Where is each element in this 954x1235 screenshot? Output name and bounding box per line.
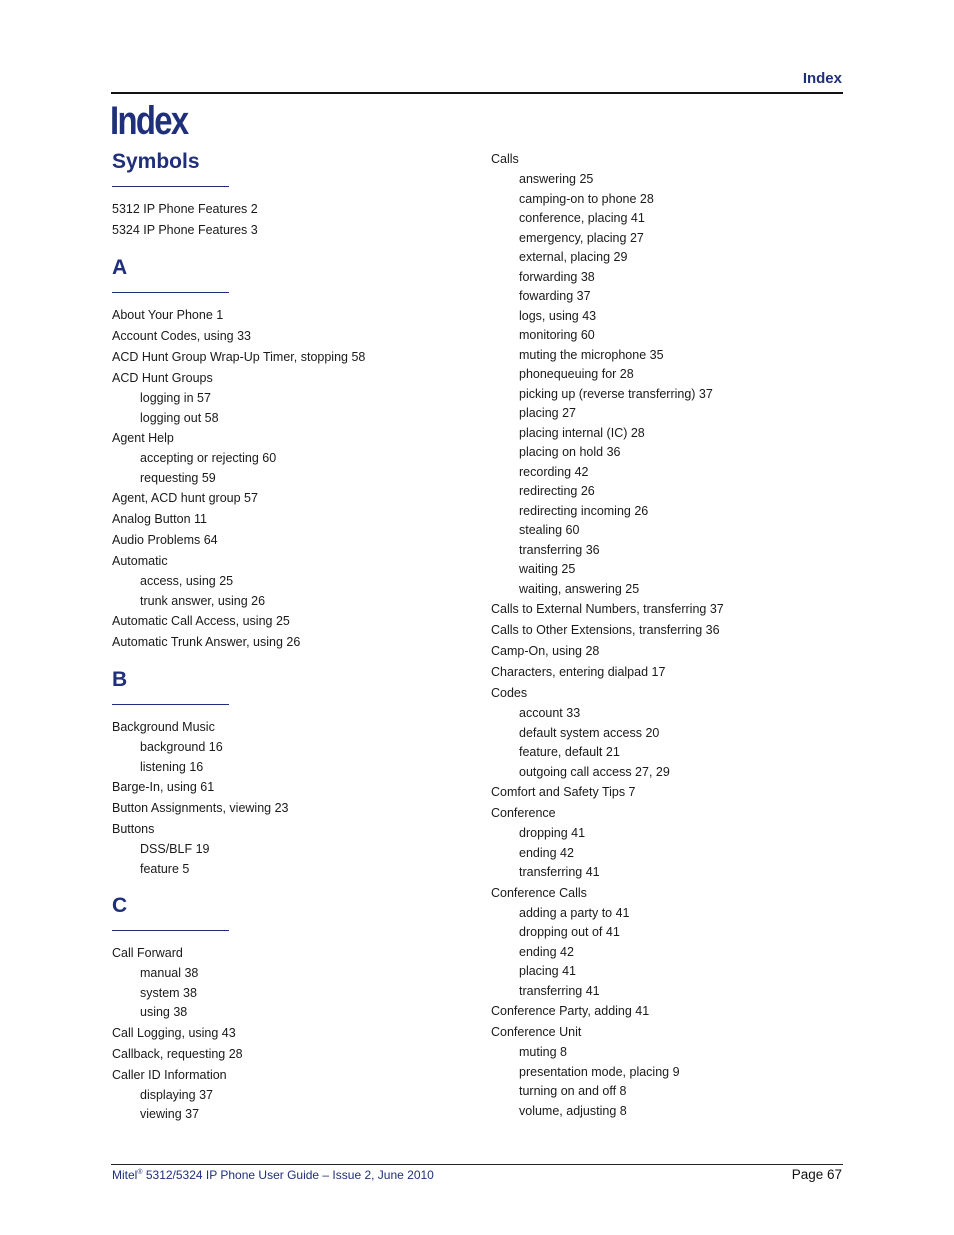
index-subentry: redirecting incoming 26 [519,503,649,518]
index-entry-label: Calls to Other Extensions, transferring 36 [491,623,720,637]
index-entry-label: Calls to External Numbers, transferring 37 [491,602,724,616]
index-subentry: phonequeuing for 28 [519,367,634,381]
index-entry [112,798,289,819]
index-subentry: turning on and off 8 [519,1084,627,1098]
index-subentry: trunk answer, using 26 [140,593,266,608]
index-entry [491,149,724,599]
index-subentry: volume, adjusting 8 [519,1103,627,1118]
index-entry [112,819,289,879]
index-entry-label: 5312 IP Phone Features 2 [112,202,258,216]
index-subentry: emergency, placing 27 [519,230,644,245]
index-entry-label: ACD Hunt Groups [112,371,213,385]
section-rule [112,292,229,293]
index-entry-label: Callback, requesting 28 [112,1046,243,1061]
index-entry-label: Automatic Trunk Answer, using 26 [112,635,301,649]
index-entry [491,1022,724,1121]
index-subentry: camping-on to phone 28 [519,191,654,206]
section-rule [112,704,229,705]
index-subentry: listening 16 [140,759,204,774]
index-entry-label: Conference [491,806,556,820]
index-entry [112,777,289,798]
index-entry [112,1044,243,1065]
index-subentry: DSS/BLF 19 [140,842,210,856]
index-entry-label: Automatic Call Access, using 25 [112,614,290,628]
index-subentry: feature, default 21 [519,745,620,759]
index-subentry: using 38 [140,1005,188,1019]
index-subentry: displaying 37 [140,1087,213,1102]
index-section-symbols [112,150,258,241]
index-entry [112,551,365,611]
index-subentry: waiting, answering 25 [519,581,640,596]
index-entry [112,326,365,347]
index-section-a [112,256,365,653]
index-entry-label: 5324 IP Phone Features 3 [112,223,258,237]
entry-list [112,717,289,879]
index-subentry: stealing 60 [519,523,580,537]
header-rule [111,92,843,94]
index-entry [491,662,724,683]
index-entry-label: Account Codes, using 33 [112,329,251,343]
index-entry [112,368,365,428]
section-heading: A [112,256,128,279]
index-subentry: system 38 [140,985,197,1000]
index-entry-label: Conference Calls [491,885,587,900]
index-subentry: waiting 25 [519,562,576,576]
index-subentry: account 33 [519,706,581,720]
footer-brand: Mitel [112,1168,138,1182]
index-entry [491,599,724,620]
footer-doc-info: 5312/5324 IP Phone User Guide – Issue 2, June 2010 [142,1168,434,1182]
index-subentry: placing internal (IC) 28 [519,425,645,440]
index-subentry: placing 41 [519,964,576,978]
index-entry-label: Comfort and Safety Tips 7 [491,785,636,799]
index-subentry: access, using 25 [140,574,234,588]
index-entry [112,220,258,241]
sub-entry-list [112,1086,243,1125]
index-entry-label: Characters, entering dialpad 17 [491,665,666,679]
index-entry [112,488,365,509]
index-entry [112,199,258,220]
index-subentry: accepting or rejecting 60 [140,451,277,465]
index-entry [491,683,724,782]
index-entry-label: Caller ID Information [112,1067,227,1082]
index-entry-label: Call Logging, using 43 [112,1025,236,1040]
index-subentry: muting the microphone 35 [519,347,664,362]
running-header-title: Index [802,70,842,87]
index-subentry: fowarding 37 [519,289,591,303]
index-entry-label: Audio Problems 64 [112,533,218,547]
index-entry-label: Buttons [112,822,155,836]
index-entry [491,782,724,803]
index-subentry: logs, using 43 [519,308,597,323]
sub-entry-list [112,964,243,1023]
page-title: Index [110,99,188,143]
index-entry-label: Automatic [112,554,168,568]
sub-entry-list [112,840,289,879]
footer-document-title [112,1168,434,1182]
index-subentry: placing 27 [519,406,576,420]
index-entry [491,620,724,641]
section-heading: C [112,894,128,917]
index-entry-label: Agent Help [112,431,174,445]
entry-list [112,943,243,1125]
index-entry [112,943,243,1023]
index-entry-label: Button Assignments, viewing 23 [112,801,289,815]
index-subentry: adding a party to 41 [519,905,630,920]
index-subentry: requesting 59 [140,470,216,485]
index-subentry: conference, placing 41 [519,211,645,225]
index-subentry: manual 38 [140,966,199,980]
sub-entry-list [112,572,365,611]
sub-entry-list [491,1043,724,1121]
entry-list [491,149,724,1121]
index-subentry: logging in 57 [140,391,211,405]
index-entry [112,509,365,530]
index-entry [491,803,724,883]
section-heading: Symbols [112,150,200,173]
index-subentry: answering 25 [519,172,594,186]
index-entry [112,1023,243,1044]
footer-rule [111,1164,843,1165]
entry-list [112,199,258,241]
registered-mark: ® [137,1169,143,1176]
index-entry-label: Analog Button 11 [112,512,207,526]
sub-entry-list [112,389,365,428]
index-subentry: background 16 [140,740,223,754]
index-subentry: picking up (reverse transferring) 37 [519,386,713,401]
page-number: Page 67 [791,1167,842,1182]
index-entry [112,347,365,368]
index-entry-label: ACD Hunt Group Wrap-Up Timer, stopping 58 [112,350,366,364]
index-entry-label: Call Forward [112,946,183,960]
index-subentry: recording 42 [519,464,589,479]
sub-entry-list [491,824,724,883]
sub-entry-list [112,449,365,488]
index-subentry: placing on hold 36 [519,445,621,459]
index-entry [491,641,724,662]
index-entry [112,717,289,777]
index-entry-label: Codes [491,686,528,700]
index-subentry: feature 5 [140,861,190,876]
index-subentry: transferring 41 [519,865,600,879]
index-entry [112,428,365,488]
index-entry [112,530,365,551]
index-subentry: forwarding 38 [519,269,595,284]
index-subentry: ending 42 [519,845,574,860]
index-subentry: transferring 36 [519,542,600,557]
index-subentry: external, placing 29 [519,250,628,264]
index-subentry: muting 8 [519,1045,567,1059]
index-entry [112,611,365,632]
index-entry-label: About Your Phone 1 [112,308,224,322]
index-subentry: viewing 37 [140,1107,200,1121]
index-subentry: presentation mode, placing 9 [519,1064,680,1079]
index-entry-label: Background Music [112,720,215,734]
index-entry-label: Barge-In, using 61 [112,780,215,794]
sub-entry-list [112,738,289,777]
index-section-b [112,668,289,879]
index-entry-label: Conference Unit [491,1025,582,1039]
entry-list [112,305,365,653]
index-entry-label: Agent, ACD hunt group 57 [112,491,258,505]
index-subentry: redirecting 26 [519,484,595,498]
index-subentry: ending 42 [519,944,574,959]
sub-entry-list [491,704,724,782]
index-subentry: transferring 41 [519,983,600,998]
index-entry-label: Calls [491,152,519,166]
index-subentry: dropping out of 41 [519,925,620,939]
index-entry [112,632,365,653]
index-entry-label: Camp-On, using 28 [491,644,600,658]
index-subentry: outgoing call access 27, 29 [519,764,670,779]
index-subentry: default system access 20 [519,725,660,740]
index-entry [491,1001,724,1022]
section-rule [112,930,229,931]
index-subentry: monitoring 60 [519,328,595,342]
index-entry-label: Conference Party, adding 41 [491,1004,650,1018]
sub-entry-list [491,904,724,1002]
section-heading: B [112,668,128,691]
index-entry [112,1065,243,1125]
sub-entry-list [491,170,724,599]
index-section-c [112,894,243,1125]
index-entry [112,305,365,326]
index-entry [491,883,724,1002]
section-rule [112,186,229,187]
index-subentry: dropping 41 [519,826,586,840]
index-subentry: logging out 58 [140,410,219,425]
